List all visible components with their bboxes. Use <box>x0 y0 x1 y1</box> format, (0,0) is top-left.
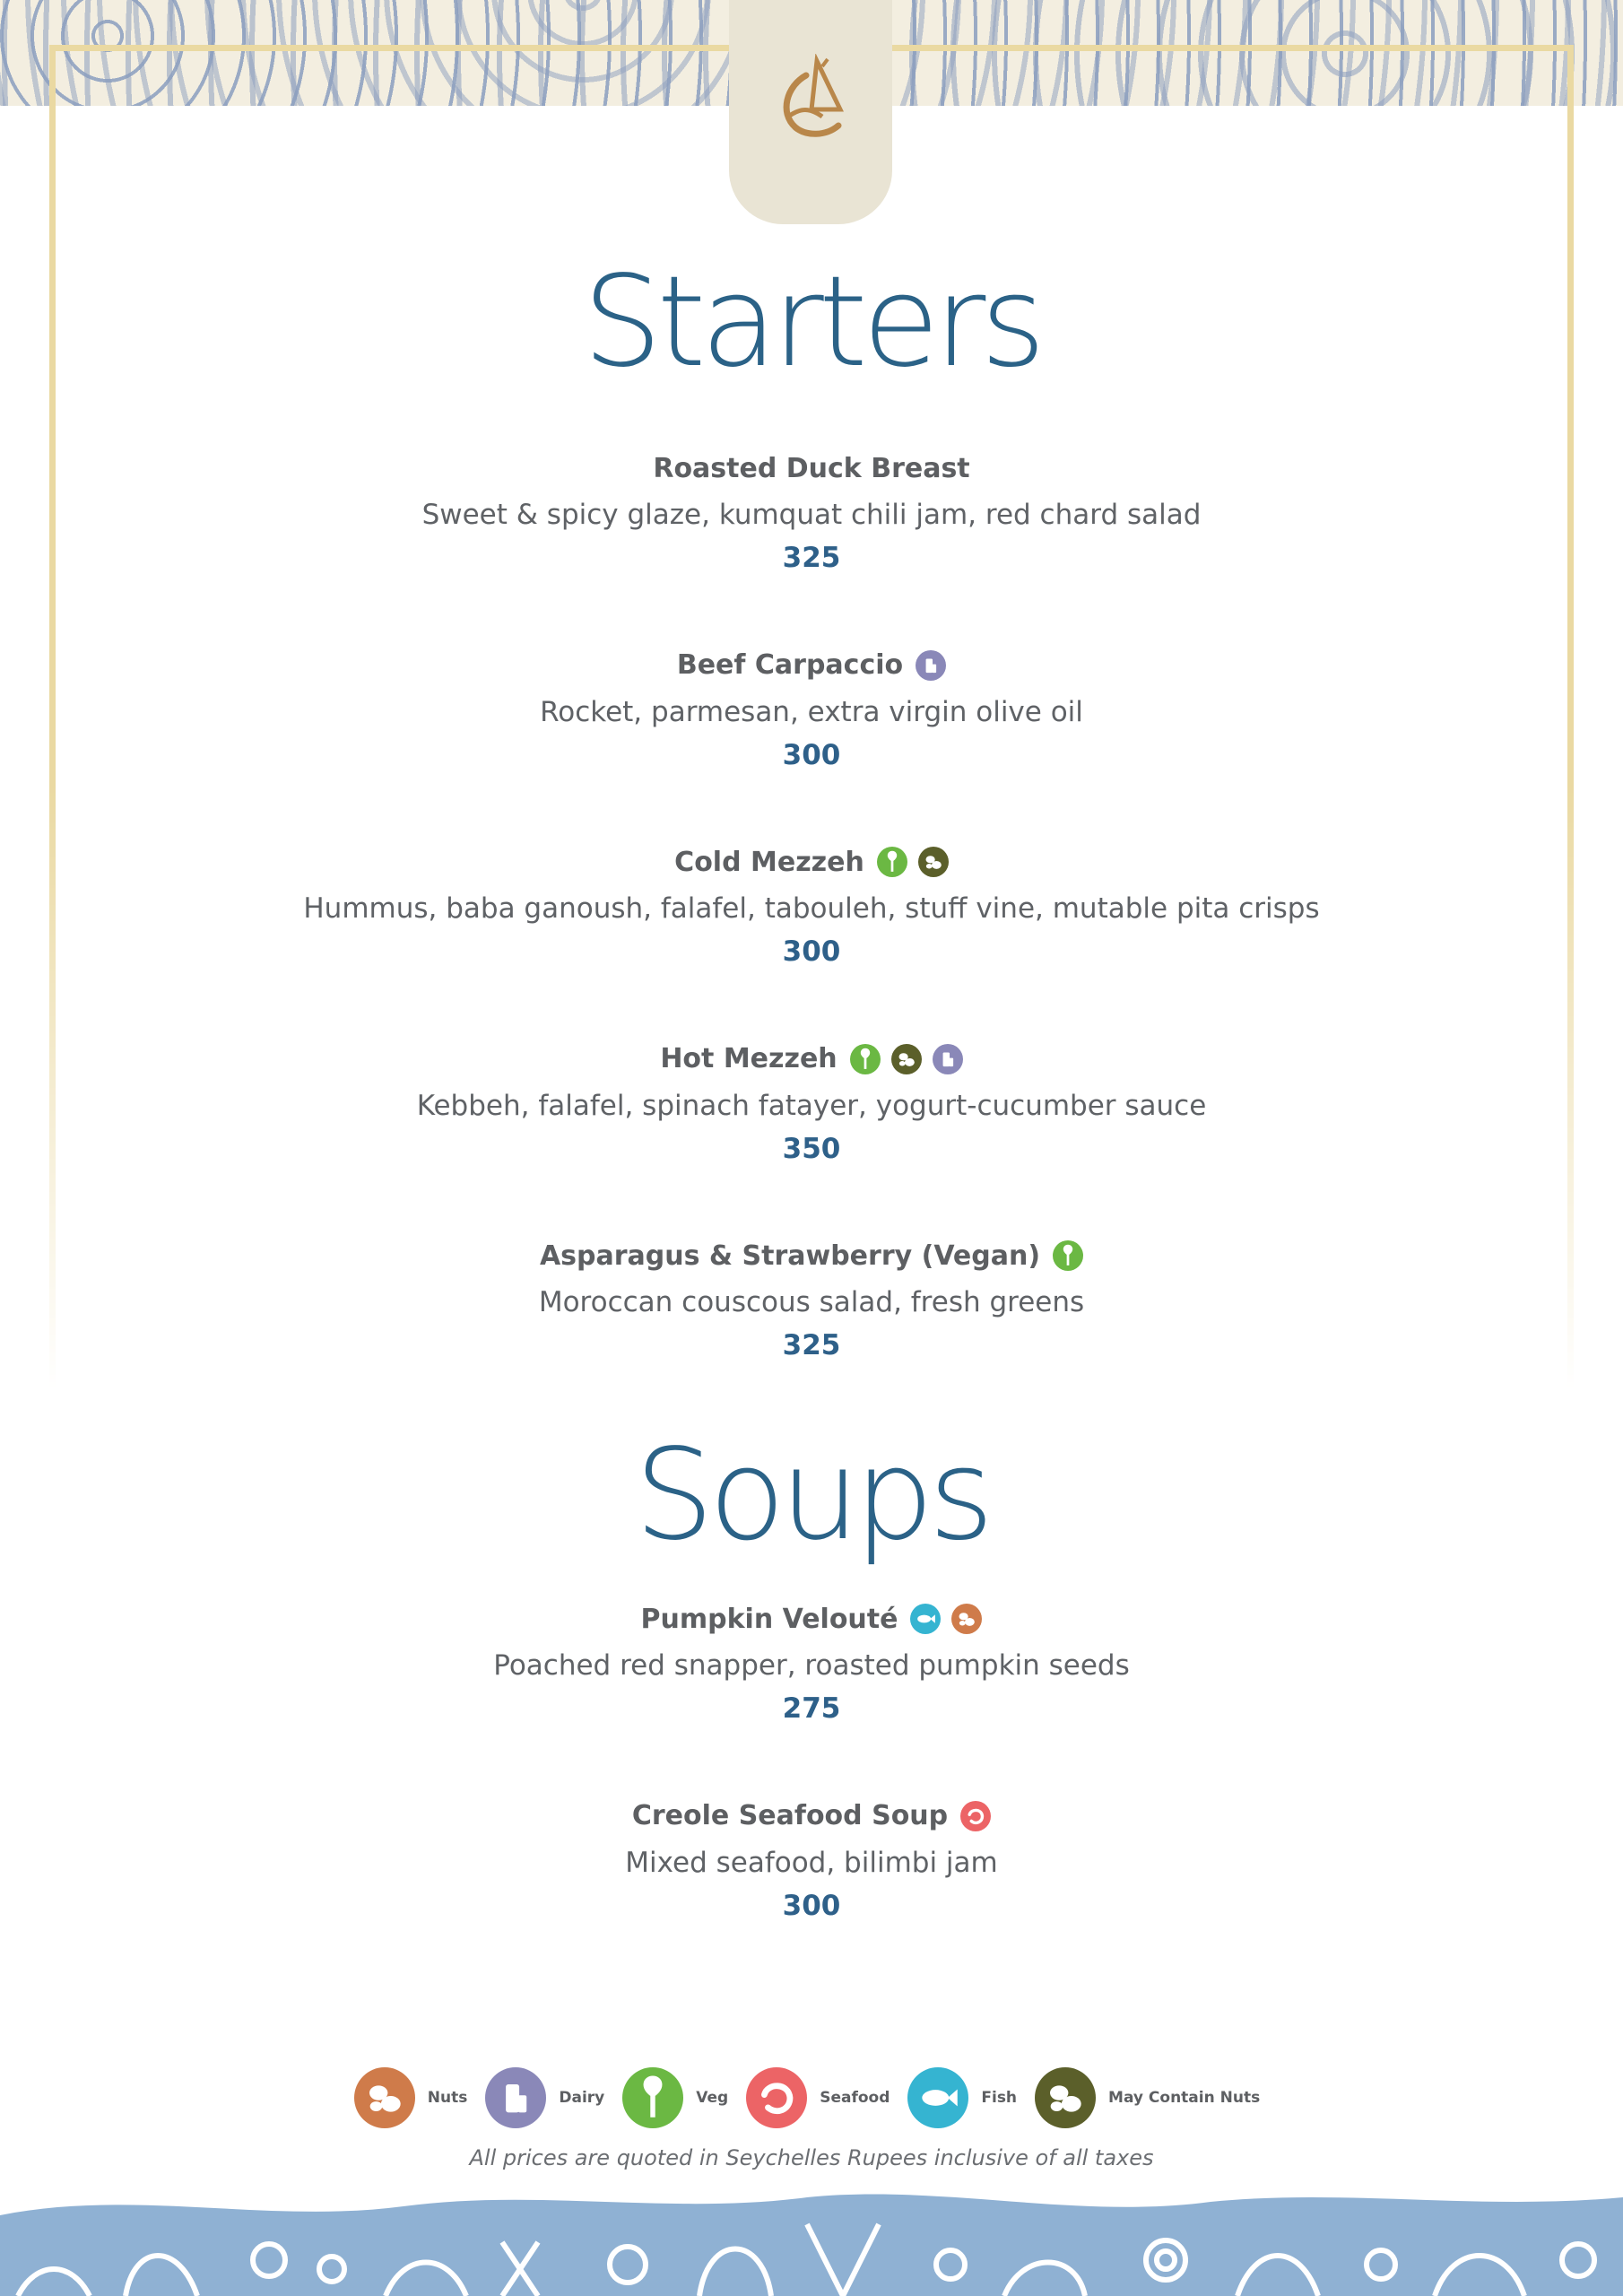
item-name <box>677 648 946 683</box>
legend-item-may-contain-nuts <box>1035 2067 1260 2128</box>
item-description: Hummus, baba ganoush, falafel, tabouleh, stuff vine, mutable pita crisps <box>303 892 1320 925</box>
item-name <box>632 1798 991 1834</box>
item-description: Poached red snapper, roasted pumpkin seeds <box>493 1649 1130 1682</box>
legend-label: Dairy <box>559 2089 605 2107</box>
item-description: Rocket, parmesan, extra virgin olive oil <box>540 695 1083 728</box>
item-price: 350 <box>782 1132 841 1165</box>
item-name-text: Beef Carpaccio <box>676 649 904 681</box>
item-price: 325 <box>782 1329 841 1361</box>
nuts-icon <box>354 2067 415 2128</box>
veg-icon <box>877 847 907 877</box>
legend-label: Veg <box>696 2089 729 2107</box>
may-contain-nuts-icon <box>918 847 949 877</box>
item-price: 275 <box>782 1692 841 1725</box>
item-price: 300 <box>782 738 841 771</box>
item-name <box>674 844 949 880</box>
fish-icon <box>907 2067 968 2128</box>
menu-item <box>0 450 1623 574</box>
legend-label: May Contain Nuts <box>1108 2089 1261 2107</box>
may-contain-nuts-icon <box>1035 2067 1096 2128</box>
item-name <box>660 1041 962 1077</box>
item-name-text: Hot Mezzeh <box>660 1043 838 1074</box>
item-name <box>653 450 969 486</box>
menu-item <box>0 1041 1623 1165</box>
item-name-text: Asparagus & Strawberry (Vegan) <box>539 1239 1041 1272</box>
item-name-text: Roasted Duck Breast <box>653 452 970 484</box>
menu-item <box>0 1601 1623 1725</box>
item-description: Kebbeh, falafel, spinach fatayer, yogurt-cucumber sauce <box>416 1089 1207 1122</box>
bottom-decorative-band <box>0 2188 1623 2296</box>
veg-icon <box>850 1044 881 1074</box>
section-title-starters: Starters <box>582 249 1041 396</box>
legend-item-veg <box>622 2067 728 2128</box>
item-description: Mixed seafood, bilimbi jam <box>625 1846 998 1879</box>
item-name <box>540 1238 1083 1274</box>
veg-icon <box>622 2067 683 2128</box>
menu-item <box>0 844 1623 968</box>
veg-icon <box>1053 1240 1083 1271</box>
legend-item-fish <box>907 2067 1017 2128</box>
seafood-icon <box>746 2067 807 2128</box>
legend-label: Nuts <box>427 2089 468 2107</box>
item-price: 300 <box>782 935 841 968</box>
sailboat-logo-icon <box>770 54 851 152</box>
logo-tab <box>729 0 892 224</box>
allergen-legend <box>0 2067 1623 2128</box>
dairy-icon <box>485 2067 546 2128</box>
nuts-icon <box>951 1604 982 1634</box>
section-title-soups: Soups <box>634 1422 989 1569</box>
item-description: Moroccan couscous salad, fresh greens <box>538 1286 1085 1318</box>
fish-icon <box>910 1604 941 1634</box>
may-contain-nuts-icon <box>891 1044 922 1074</box>
item-price: 325 <box>782 542 841 574</box>
menu-item <box>0 1798 1623 1922</box>
item-name-text: Cold Mezzeh <box>674 846 864 878</box>
legend-item-seafood <box>746 2067 890 2128</box>
dairy-icon <box>916 650 946 681</box>
dairy-icon <box>933 1044 963 1074</box>
item-name-text: Pumpkin Velouté <box>640 1603 898 1635</box>
seafood-icon <box>960 1801 991 1831</box>
price-footnote: All prices are quoted in Seychelles Rupees inclusive of all taxes <box>469 2145 1154 2170</box>
item-name-text: Creole Seafood Soup <box>631 1800 949 1831</box>
menu-item <box>0 648 1623 771</box>
menu-item <box>0 1238 1623 1361</box>
legend-item-nuts <box>354 2067 468 2128</box>
item-name <box>641 1601 983 1637</box>
legend-label: Seafood <box>820 2089 890 2107</box>
legend-label: Fish <box>981 2089 1018 2107</box>
legend-item-dairy <box>485 2067 604 2128</box>
item-price: 300 <box>782 1889 841 1922</box>
item-description: Sweet & spicy glaze, kumquat chili jam, red chard salad <box>421 499 1202 531</box>
